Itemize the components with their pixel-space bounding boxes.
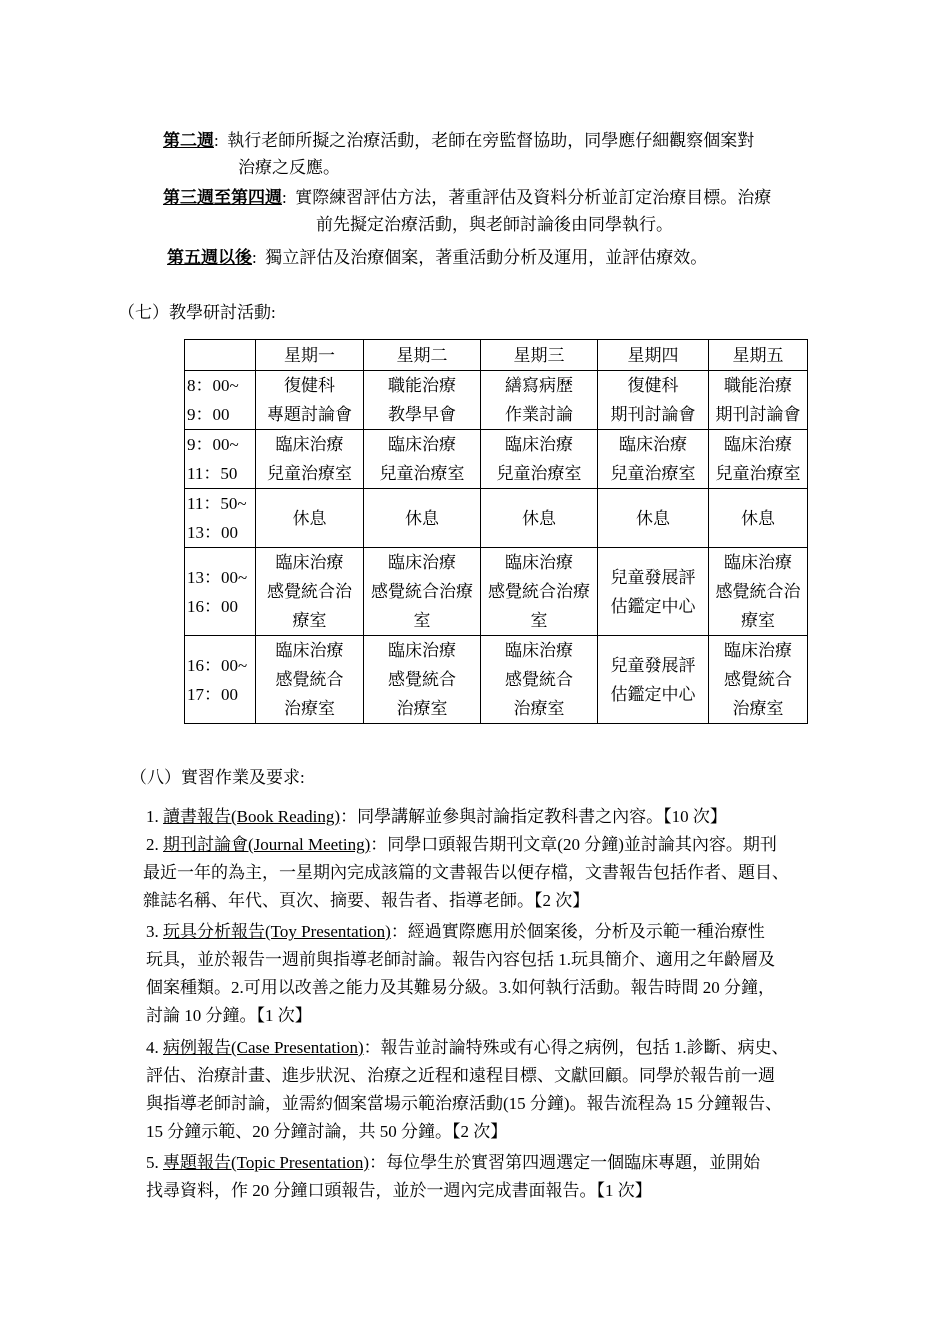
schedule-cell: 休息 bbox=[598, 489, 709, 548]
schedule-cell: 臨床治療 感覺統合 治療室 bbox=[481, 636, 598, 724]
header-fri: 星期五 bbox=[709, 340, 808, 371]
week-2-line-1: 第二週: 執行老師所擬之治療活動，老師在旁監督協助，同學應仔細觀察個案對 bbox=[163, 131, 755, 150]
schedule-cell: 職能治療 期刊討論會 bbox=[709, 371, 808, 430]
header-thu: 星期四 bbox=[598, 340, 709, 371]
header-blank bbox=[185, 340, 256, 371]
schedule-cell: 休息 bbox=[256, 489, 364, 548]
schedule-cell: 臨床治療 兒童治療室 bbox=[256, 430, 364, 489]
assignment-2-line-1: 2. 期刊討論會(Journal Meeting)：同學口頭報告期刊文章(20 分鐘)並討論其內容。期刊 bbox=[146, 835, 777, 854]
assignment-5-title: 專題報告(Topic Presentation) bbox=[163, 1153, 370, 1172]
week-3-4-line-1: 第三週至第四週: 實際練習評估方法，著重評估及資料分析並訂定治療目標。治療 bbox=[163, 188, 772, 207]
assignment-4-line-3: 與指導老師討論，並需約個案當場示範治療活動(15 分鐘)。報告流程為 15 分鐘報告、 bbox=[146, 1094, 783, 1113]
schedule-cell: 休息 bbox=[364, 489, 481, 548]
schedule-cell: 臨床治療 感覺統合治療 室 bbox=[481, 548, 598, 636]
schedule-cell: 臨床治療 兒童治療室 bbox=[481, 430, 598, 489]
schedule-cell: 休息 bbox=[481, 489, 598, 548]
schedule-cell: 臨床治療 感覺統合 治療室 bbox=[256, 636, 364, 724]
week-2-label: 第二週 bbox=[163, 131, 214, 150]
schedule-cell: 兒童發展評 估鑑定中心 bbox=[598, 548, 709, 636]
schedule-cell: 臨床治療 感覺統合治療 室 bbox=[364, 548, 481, 636]
assignment-3-line-3: 個案種類。2.可用以改善之能力及其難易分級。3.如何執行活動。報告時間 20 分鐘， bbox=[146, 978, 775, 997]
schedule-row bbox=[185, 371, 808, 430]
assignment-3-line-1: 3. 玩具分析報告(Toy Presentation)：經過實際應用於個案後，分析及示範一種治療性 bbox=[146, 922, 765, 941]
schedule-cell: 休息 bbox=[709, 489, 808, 548]
assignment-4-title: 病例報告(Case Presentation) bbox=[163, 1038, 364, 1057]
assignment-1-title: 讀書報告(Book Reading) bbox=[163, 807, 341, 826]
schedule-cell: 復健科 專題討論會 bbox=[256, 371, 364, 430]
schedule-cell: 兒童發展評 估鑑定中心 bbox=[598, 636, 709, 724]
time-cell: 16：00~ 17：00 bbox=[185, 636, 256, 724]
week-5-label: 第五週以後 bbox=[167, 248, 252, 267]
assignment-5-line-1: 5. 專題報告(Topic Presentation)：每位學生於實習第四週選定一個臨床專題，並開始 bbox=[146, 1153, 761, 1172]
schedule-row bbox=[185, 636, 808, 724]
week-3-4-line-2: 前先擬定治療活動，與老師討論後由同學執行。 bbox=[316, 215, 673, 234]
header-mon: 星期一 bbox=[256, 340, 364, 371]
assignment-4-line-1: 4. 病例報告(Case Presentation)：報告並討論特殊或有心得之病例，包括 1.診斷、病史、 bbox=[146, 1038, 789, 1057]
assignment-4-line-4: 15 分鐘示範、20 分鐘討論，共 50 分鐘。【2 次】 bbox=[146, 1122, 508, 1141]
schedule-cell: 臨床治療 感覺統合 治療室 bbox=[709, 636, 808, 724]
header-wed: 星期三 bbox=[481, 340, 598, 371]
week-2-line-2: 治療之反應。 bbox=[238, 158, 340, 177]
schedule-cell: 職能治療 教學早會 bbox=[364, 371, 481, 430]
schedule-cell: 臨床治療 感覺統合治 療室 bbox=[709, 548, 808, 636]
header-tue: 星期二 bbox=[364, 340, 481, 371]
assignment-2-title: 期刊討論會(Journal Meeting) bbox=[163, 835, 371, 854]
time-cell: 8：00~ 9：00 bbox=[185, 371, 256, 430]
week-5-line-1: 第五週以後: 獨立評估及治療個案，著重活動分析及運用，並評估療效。 bbox=[167, 248, 708, 267]
assignment-3-line-4: 討論 10 分鐘。【1 次】 bbox=[146, 1006, 312, 1025]
assignment-4-line-2: 評估、治療計畫、進步狀況、治療之近程和遠程目標、文獻回顧。同學於報告前一週 bbox=[146, 1066, 775, 1085]
schedule-cell: 臨床治療 感覺統合治 療室 bbox=[256, 548, 364, 636]
schedule-row bbox=[185, 489, 808, 548]
schedule-cell: 繕寫病歷 作業討論 bbox=[481, 371, 598, 430]
schedule-table bbox=[184, 339, 808, 724]
time-cell: 11：50~ 13：00 bbox=[185, 489, 256, 548]
schedule-cell: 復健科 期刊討論會 bbox=[598, 371, 709, 430]
assignment-3-title: 玩具分析報告(Toy Presentation) bbox=[163, 922, 391, 941]
section-7-title: （七）教學研討活動: bbox=[118, 303, 276, 322]
assignment-5-line-2: 找尋資料，作 20 分鐘口頭報告，並於一週內完成書面報告。【1 次】 bbox=[146, 1181, 652, 1200]
section-8-title: （八）實習作業及要求: bbox=[130, 768, 305, 787]
schedule-cell: 臨床治療 兒童治療室 bbox=[598, 430, 709, 489]
assignment-1-line-1: 1. 讀書報告(Book Reading)：同學講解並參與討論指定教科書之內容。【10 次】 bbox=[146, 807, 727, 826]
schedule-row bbox=[185, 430, 808, 489]
assignment-3-line-2: 玩具，並於報告一週前與指導老師討論。報告內容包括 1.玩具簡介、適用之年齡層及 bbox=[146, 950, 775, 969]
schedule-header-row bbox=[185, 340, 808, 371]
schedule-cell: 臨床治療 兒童治療室 bbox=[709, 430, 808, 489]
week-3-4-label: 第三週至第四週 bbox=[163, 188, 282, 207]
time-cell: 9：00~ 11：50 bbox=[185, 430, 256, 489]
assignment-2-line-2: 最近一年的為主，一星期內完成該篇的文書報告以便存檔，文書報告包括作者、題目、 bbox=[143, 863, 789, 882]
schedule-cell: 臨床治療 兒童治療室 bbox=[364, 430, 481, 489]
schedule-row bbox=[185, 548, 808, 636]
assignment-2-line-3: 雜誌名稱、年代、頁次、摘要、報告者、指導老師。【2 次】 bbox=[143, 891, 590, 910]
time-cell: 13：00~ 16：00 bbox=[185, 548, 256, 636]
schedule-cell: 臨床治療 感覺統合 治療室 bbox=[364, 636, 481, 724]
